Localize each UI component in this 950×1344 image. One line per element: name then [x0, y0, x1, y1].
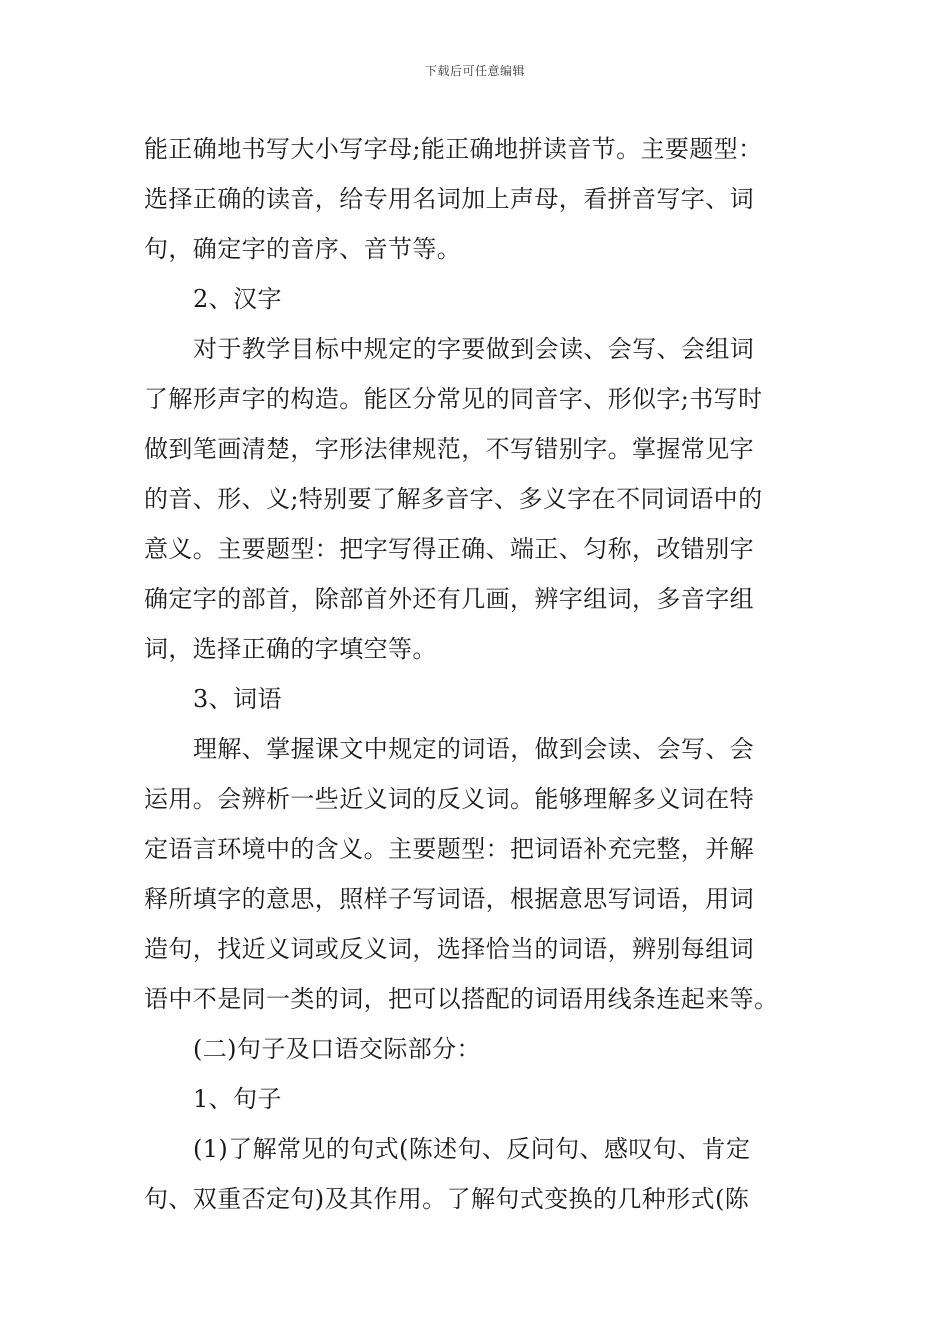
text-line: 确定字的部首，除部首外还有几画，辨字组词，多音字组	[144, 585, 754, 613]
section-heading-sentences-oral: (二)句子及口语交际部分：	[193, 1035, 481, 1063]
text-line: 了解形声字的构造。能区分常见的同音字、形似字;书写时	[144, 385, 763, 413]
text-line: 造句，找近义词或反义词，选择恰当的词语，辨别每组词	[144, 935, 754, 963]
section-heading-hanzi: 2、汉字	[193, 285, 282, 313]
text-line: 语中不是同一类的词，把可以搭配的词语用线条连起来等。	[144, 985, 779, 1013]
text-line: 词，选择正确的字填空等。	[144, 635, 437, 663]
text-line: 能正确地书写大小写字母;能正确地拼读音节。主要题型：	[144, 135, 763, 163]
text-line: (1)了解常见的句式(陈述句、反问句、感叹句、肯定	[193, 1135, 751, 1163]
text-line: 定语言环境中的含义。主要题型：把词语补充完整，并解	[144, 835, 754, 863]
text-line: 做到笔画清楚，字形法律规范，不写错别字。掌握常见字	[144, 435, 754, 463]
text-line: 句，确定字的音序、音节等。	[144, 235, 462, 263]
section-heading-ciyu: 3、词语	[193, 685, 282, 713]
page-header: 下载后可任意编辑	[424, 64, 525, 78]
text-line: 的音、形、义;特别要了解多音字、多义字在不同词语中的	[144, 485, 763, 513]
text-line: 选择正确的读音，给专用名词加上声母，看拼音写字、词	[144, 185, 754, 213]
section-heading-juzi: 1、句子	[193, 1085, 282, 1113]
text-line: 意义。主要题型：把字写得正确、端正、匀称，改错别字	[144, 535, 754, 563]
text-line: 理解、掌握课文中规定的词语，做到会读、会写、会	[193, 735, 755, 763]
document-body	[144, 124, 810, 1224]
text-line: 运用。会辨析一些近义词的反义词。能够理解多义词在特	[144, 785, 754, 813]
text-line: 释所填字的意思，照样子写词语，根据意思写词语，用词	[144, 885, 754, 913]
text-line: 对于教学目标中规定的字要做到会读、会写、会组词	[193, 335, 755, 363]
text-line: 句、双重否定句)及其作用。了解句式变换的几种形式(陈	[144, 1185, 750, 1213]
